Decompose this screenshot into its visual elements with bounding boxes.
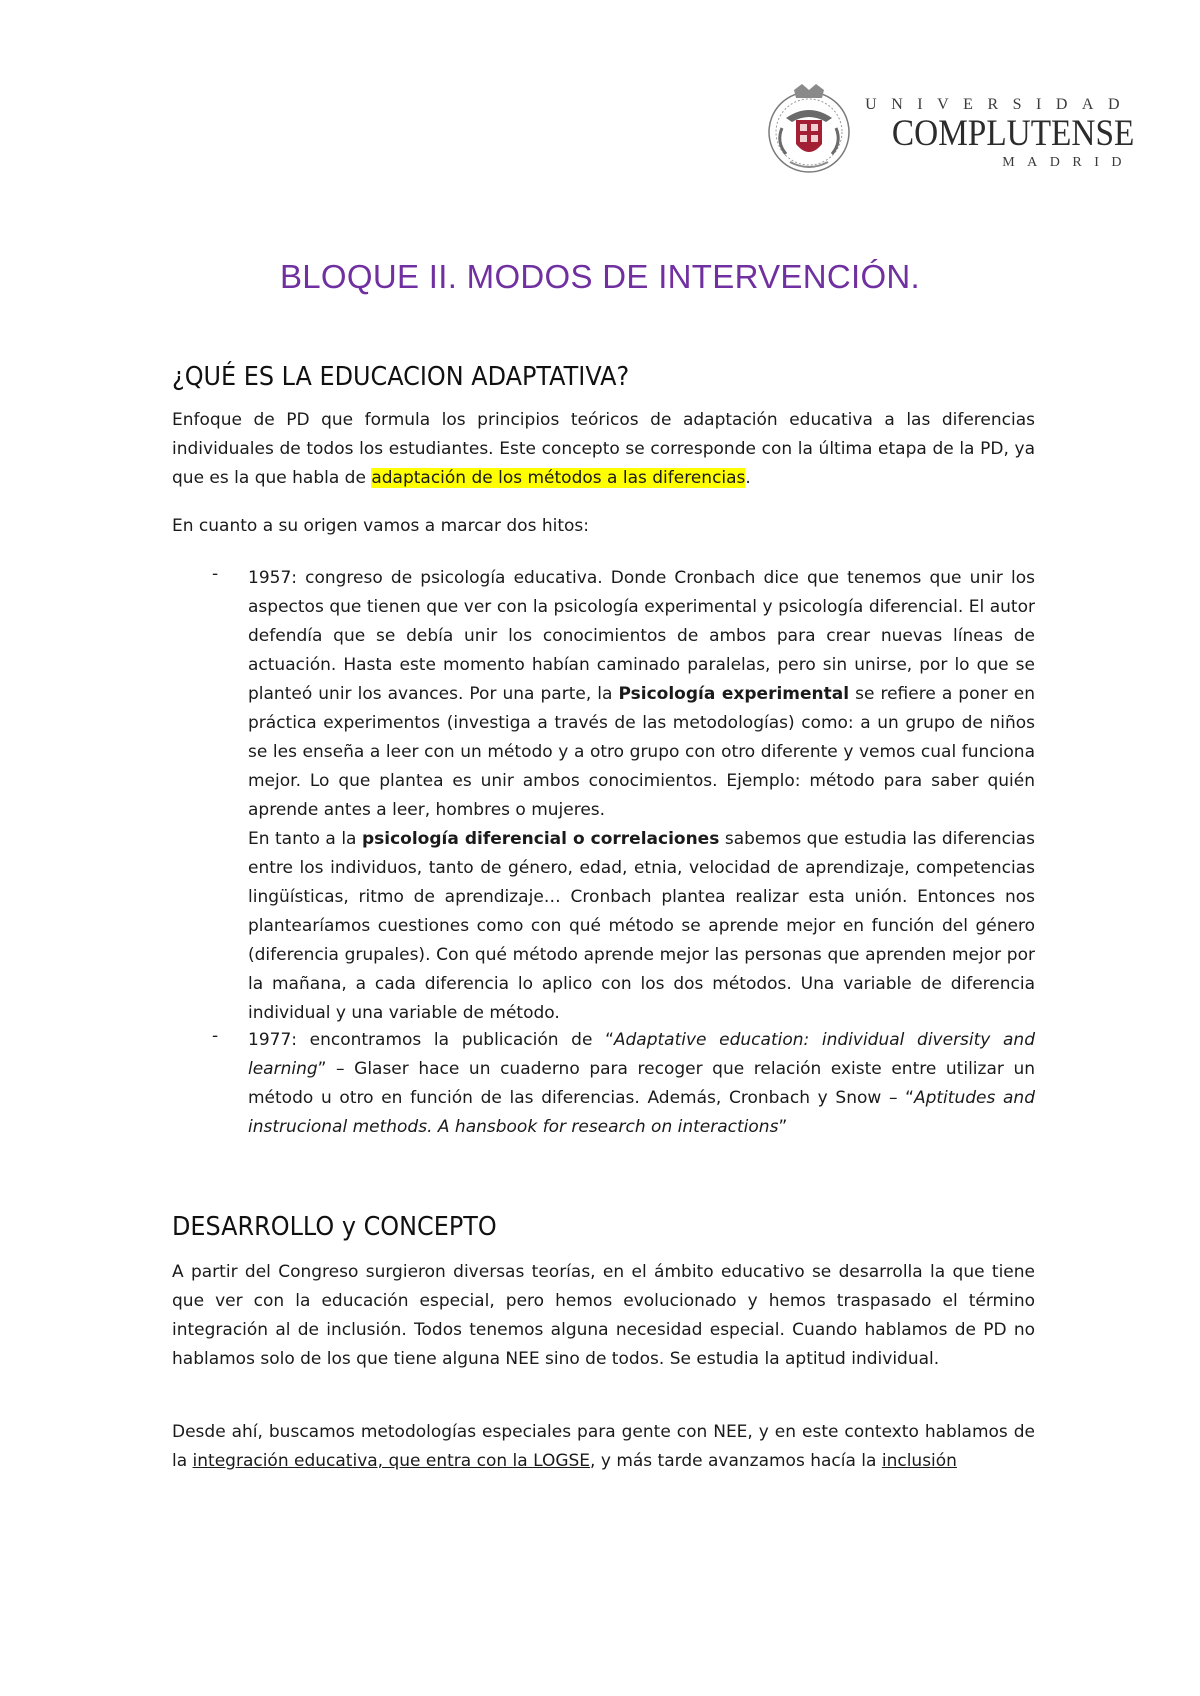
milestone-1957-text-d: sabemos que estudia las diferencias entre los individuos, tanto de género, edad, etnia, velocidad de aprendizaje, competencias lingüísticas, ritmo de aprendizaje… Cronbach plantea realizar esta unión. Entonces nos plantearíamos cuestiones como con qué método se aprende mejor en función del género (diferencia grupales). Con qué método aprende mejor las personas que aprenden mejor por la mañana, a cada diferencia lo aplico con los dos métodos. Una variable de diferencia individual y una variable de método.: [248, 829, 1035, 1023]
highlighted-text: adaptación de los métodos a las diferencias: [371, 468, 746, 488]
italic-aptitudes-title: Aptitudes and instrucional methods. A hansbook for research on interactions: [248, 1088, 1035, 1137]
milestone-1957-text-a: 1957: congreso de psicología educativa. Donde Cronbach dice que tenemos que unir los aspectos que tienen que ver con la psicología experimental y psicología diferencial. El autor defendía que se debía unir los conocimientos de ambos para crear nuevas líneas de actuación. Hasta este momento habían caminado paralelas, pero sin unirse, por lo que se planteó unir los avances. Por una parte, la: [248, 568, 1035, 704]
origin-paragraph: En cuanto a su origen vamos a marcar dos hitos:: [172, 516, 589, 536]
bullet-marker: -: [212, 564, 219, 584]
italic-adaptative-education: Adaptative education: individual diversity and learning: [248, 1030, 1035, 1079]
intro-text: Enfoque de PD que formula los principios teóricos de adaptación educativa a las diferencias individuales de todos los estudiantes. Este concepto se corresponde con la última etapa de la PD, ya que es la que habla de: [172, 410, 1035, 488]
milestone-1977-text-a: 1977: encontramos la publicación de “: [248, 1030, 614, 1050]
desarrollo-paragraph-2: [172, 1418, 1035, 1476]
desarrollo-p2-text-a: Desde ahí, buscamos metodologías especiales para gente con NEE, y en este contexto hablamos de la: [172, 1422, 1035, 1471]
bold-psicologia-experimental: Psicología experimental: [618, 684, 850, 704]
logo-wordmark: [860, 82, 1134, 178]
section-heading-desarrollo: DESARROLLO y CONCEPTO: [172, 1212, 497, 1242]
university-logo: [764, 82, 1134, 178]
intro-paragraph: [172, 406, 1035, 493]
logo-line-universidad: UNIVERSIDAD: [865, 96, 1134, 113]
bullet-marker: -: [212, 1026, 219, 1046]
milestone-1977-text-b: ” – Glaser hace un cuaderno para recoger que relación existe entre utilizar un método u otro en función de las diferencias. Además, Cronbach y Snow – “: [248, 1059, 1035, 1108]
bold-psicologia-diferencial: psicología diferencial o correlaciones: [361, 829, 720, 849]
underlined-integracion: integración educativa, que entra con la LOGSE: [192, 1451, 591, 1471]
university-seal-icon: [764, 82, 854, 178]
desarrollo-paragraph-1: A partir del Congreso surgieron diversas teorías, en el ámbito educativo se desarrolla la que tiene que ver con la educación especial, pero hemos evolucionado y hemos traspasado el término integración al de inclusión. Todos tenemos alguna necesidad especial. Cuando hablamos de PD no hablamos solo de los que tiene alguna NEE sino de todos. Se estudia la aptitud individual.: [172, 1262, 1035, 1369]
logo-line-madrid: MADRID: [1002, 155, 1134, 170]
milestone-1977-text-c: ”: [778, 1117, 788, 1137]
desarrollo-p2-text-b: , y más tarde avanzamos hacía la: [590, 1451, 882, 1471]
intro-end: .: [745, 468, 751, 488]
section-heading-educacion-adaptativa: ¿QUÉ ES LA EDUCACION ADAPTATIVA?: [172, 362, 630, 392]
underlined-inclusion: inclusión: [881, 1451, 957, 1471]
milestone-1957-text-b: se refiere a poner en práctica experimentos (investiga a través de las metodologías) como: a un grupo de niños se les enseña a leer con un método y a otro grupo con otro diferente y vemos cual funciona mejor. Lo que plantea es unir ambos conocimientos. Ejemplo: método para saber quién aprende antes a leer, hombres o mujeres.: [248, 684, 1036, 820]
milestone-1957: [248, 564, 1035, 1028]
logo-line-complutense: COMPLUTENSE: [891, 113, 1134, 154]
milestone-1957-text-c: En tanto a la: [248, 829, 362, 849]
page-title: BLOQUE II. MODOS DE INTERVENCIÓN.: [279, 258, 921, 295]
milestone-1977: [248, 1026, 1035, 1142]
